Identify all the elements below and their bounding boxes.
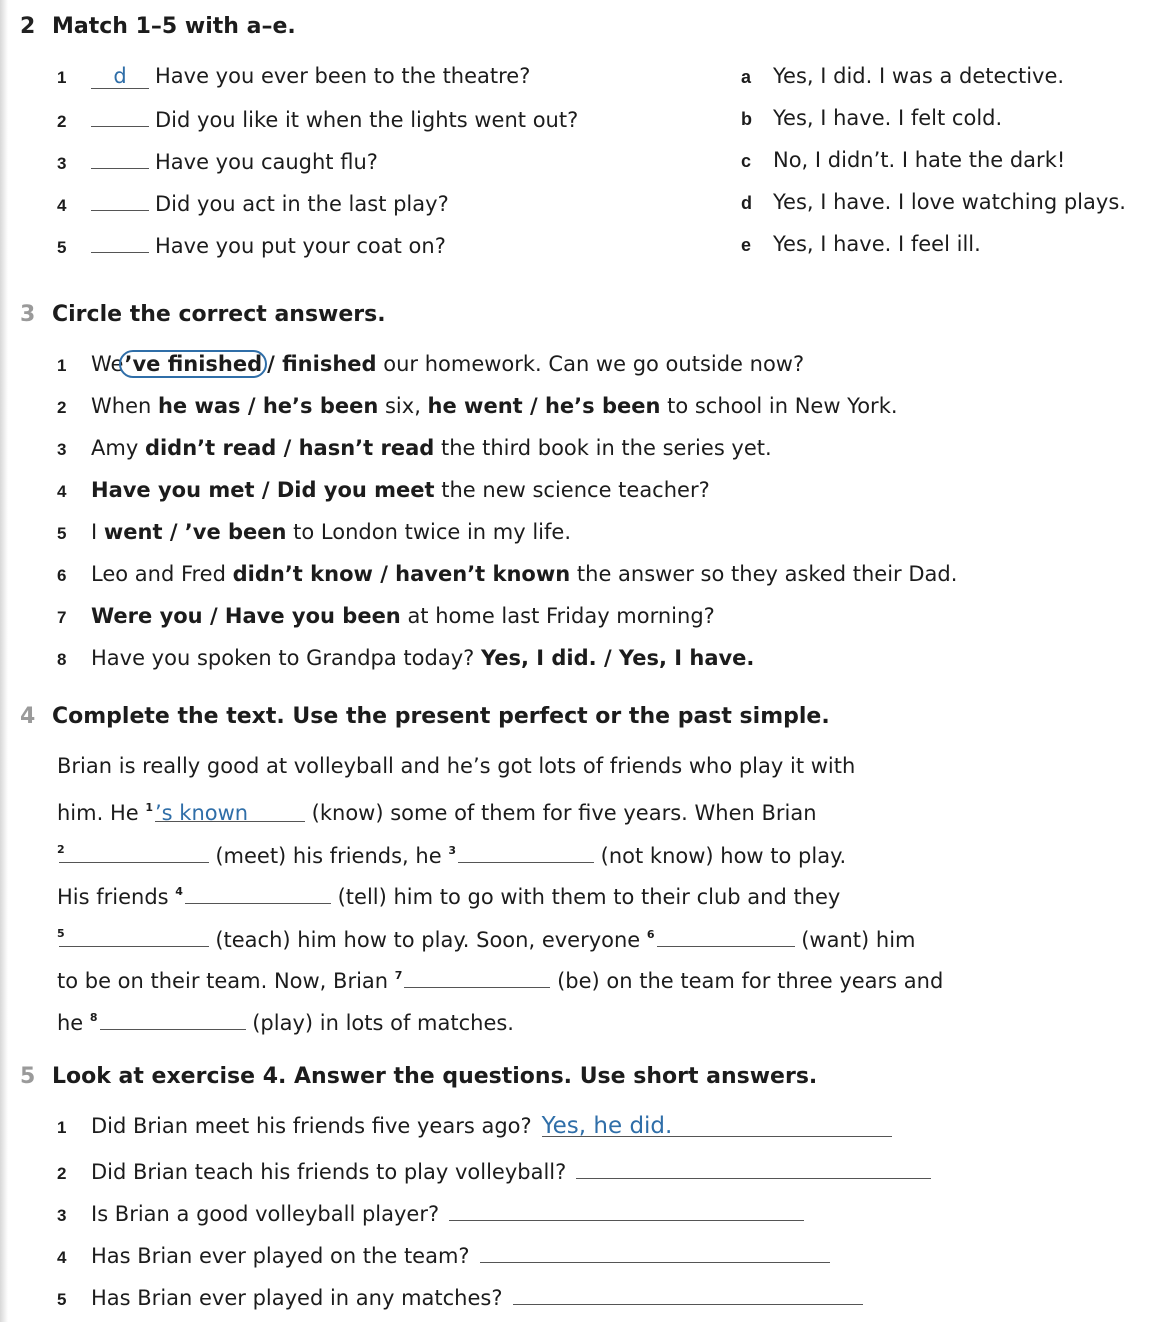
gap-4-input[interactable] — [185, 881, 331, 904]
options-7[interactable]: Were you / Have you been — [91, 604, 401, 628]
options-3[interactable]: didn’t read / hasn’t read — [144, 436, 435, 460]
exercise-5-heading — [20, 1064, 817, 1089]
short-answer-input-3[interactable] — [449, 1196, 804, 1221]
text-line-1: Brian is really good at volleyball and he’s got lots of friends who play it with — [57, 754, 856, 778]
match-response-a: a Yes, I did. I was a detective. — [741, 64, 1065, 88]
text-line-3: 2 (meet) his friends, he $^3$ (not know) how to play. — [57, 836, 846, 870]
match-question-5: 5 Have you put your coat on? — [57, 230, 446, 262]
option-finished[interactable]: / finished — [267, 352, 377, 376]
match-answer-blank-2[interactable] — [91, 104, 149, 127]
gap-5-input[interactable] — [59, 924, 209, 947]
circle-item-8: 8 Have you spoken to Grandpa today? Yes, I did. / Yes, I have. — [57, 646, 755, 670]
circle-item-5: 5 I went / ’ve been to London twice in my life. — [57, 520, 572, 544]
circle-item-2: 2 When he was / he’s been six, he went / he’s been to school in New York. — [57, 394, 898, 418]
gap-3-input[interactable] — [458, 840, 594, 863]
match-answer-blank-1[interactable]: d — [91, 66, 149, 89]
match-answer-blank-4[interactable] — [91, 188, 149, 211]
exercise-4-number: 4 — [20, 704, 36, 729]
exercise-5-number: 5 — [20, 1064, 36, 1089]
match-answer-blank-3[interactable] — [91, 146, 149, 169]
gap-8-input[interactable] — [100, 1007, 246, 1030]
page-edge-shadow — [0, 0, 8, 1322]
exercise-2-number: 2 — [20, 14, 36, 39]
match-answer-blank-5[interactable] — [91, 230, 149, 253]
gap-7-input[interactable] — [404, 965, 550, 988]
circle-item-3: 3 Amy didn’t read / hasn’t read the third book in the series yet. — [57, 436, 772, 460]
short-answer-item-4: 4 Has Brian ever played on the team? — [57, 1238, 830, 1272]
match-question-1: 1 d Have you ever been to the theatre? — [57, 64, 531, 88]
match-question-2: 2 Did you like it when the lights went out? — [57, 104, 578, 136]
circled-answer-1[interactable]: ’ve finished — [119, 350, 267, 378]
text-line-7: he $^8$ (play) in lots of matches. — [57, 1004, 514, 1037]
options-5[interactable]: went / ’ve been — [103, 520, 287, 544]
circle-item-6: 6 Leo and Fred didn’t know / haven’t known the answer so they asked their Dad. — [57, 562, 958, 586]
circle-item-7: 7 Were you / Have you been at home last Friday morning? — [57, 604, 715, 628]
gap-2-input[interactable] — [59, 840, 209, 863]
options-2b[interactable]: he went / he’s been — [427, 394, 661, 418]
short-answer-item-2: 2 Did Brian teach his friends to play volleyball? — [57, 1154, 931, 1188]
short-answer-input-5[interactable] — [513, 1280, 863, 1305]
text-line-6: to be on their team. Now, Brian $^7$ (be) on the team for three years and — [57, 962, 943, 995]
text-line-4: His friends $^4$ (tell) him to go with them to their club and they — [57, 878, 840, 911]
match-response-d: d Yes, I have. I love watching plays. — [741, 190, 1126, 214]
exercise-3-heading — [20, 302, 386, 327]
options-8[interactable]: Yes, I did. / Yes, I have. — [480, 646, 755, 670]
short-answer-item-3: 3 Is Brian a good volleyball player? — [57, 1196, 804, 1230]
exercise-4-heading — [20, 704, 830, 729]
match-response-e: e Yes, I have. I feel ill. — [741, 232, 981, 256]
exercise-4-title: Complete the text. Use the present perfect or the past simple. — [52, 704, 830, 729]
short-answer-item-1: 1 Did Brian meet his friends five years ago? Yes, he did. — [57, 1112, 892, 1142]
circle-item-1: 1 We’ve finished / finished our homework. Can we go outside now? — [57, 352, 805, 376]
circle-item-4: 4 Have you met / Did you meet the new science teacher? — [57, 478, 710, 502]
match-response-b: b Yes, I have. I felt cold. — [741, 106, 1003, 130]
match-question-4: 4 Did you act in the last play? — [57, 188, 449, 220]
short-answer-input-4[interactable] — [480, 1238, 830, 1263]
text-line-2: him. He $^1$’s known (know) some of them for five years. When Brian — [57, 801, 817, 825]
exercise-3-title: Circle the correct answers. — [52, 302, 386, 327]
match-question-3: 3 Have you caught flu? — [57, 146, 378, 178]
options-4[interactable]: Have you met / Did you meet — [91, 478, 435, 502]
exercise-2-heading — [20, 14, 296, 39]
short-answer-item-5: 5 Has Brian ever played in any matches? — [57, 1280, 863, 1314]
short-answer-input-1[interactable]: Yes, he did. — [542, 1112, 892, 1137]
match-response-c: c No, I didn’t. I hate the dark! — [741, 148, 1066, 172]
gap-1-input[interactable]: ’s known — [155, 799, 305, 822]
exercise-3-number: 3 — [20, 302, 36, 327]
options-6[interactable]: didn’t know / haven’t known — [232, 562, 571, 586]
exercise-2-title: Match 1–5 with a–e. — [52, 14, 296, 39]
gap-6-input[interactable] — [657, 924, 795, 947]
text-line-5: 5 (teach) him how to play. Soon, everyone $^6$ (want) him — [57, 920, 916, 954]
options-2a[interactable]: he was / he’s been — [157, 394, 379, 418]
exercise-5-title: Look at exercise 4. Answer the questions. Use short answers. — [52, 1064, 818, 1089]
short-answer-input-2[interactable] — [576, 1154, 931, 1179]
